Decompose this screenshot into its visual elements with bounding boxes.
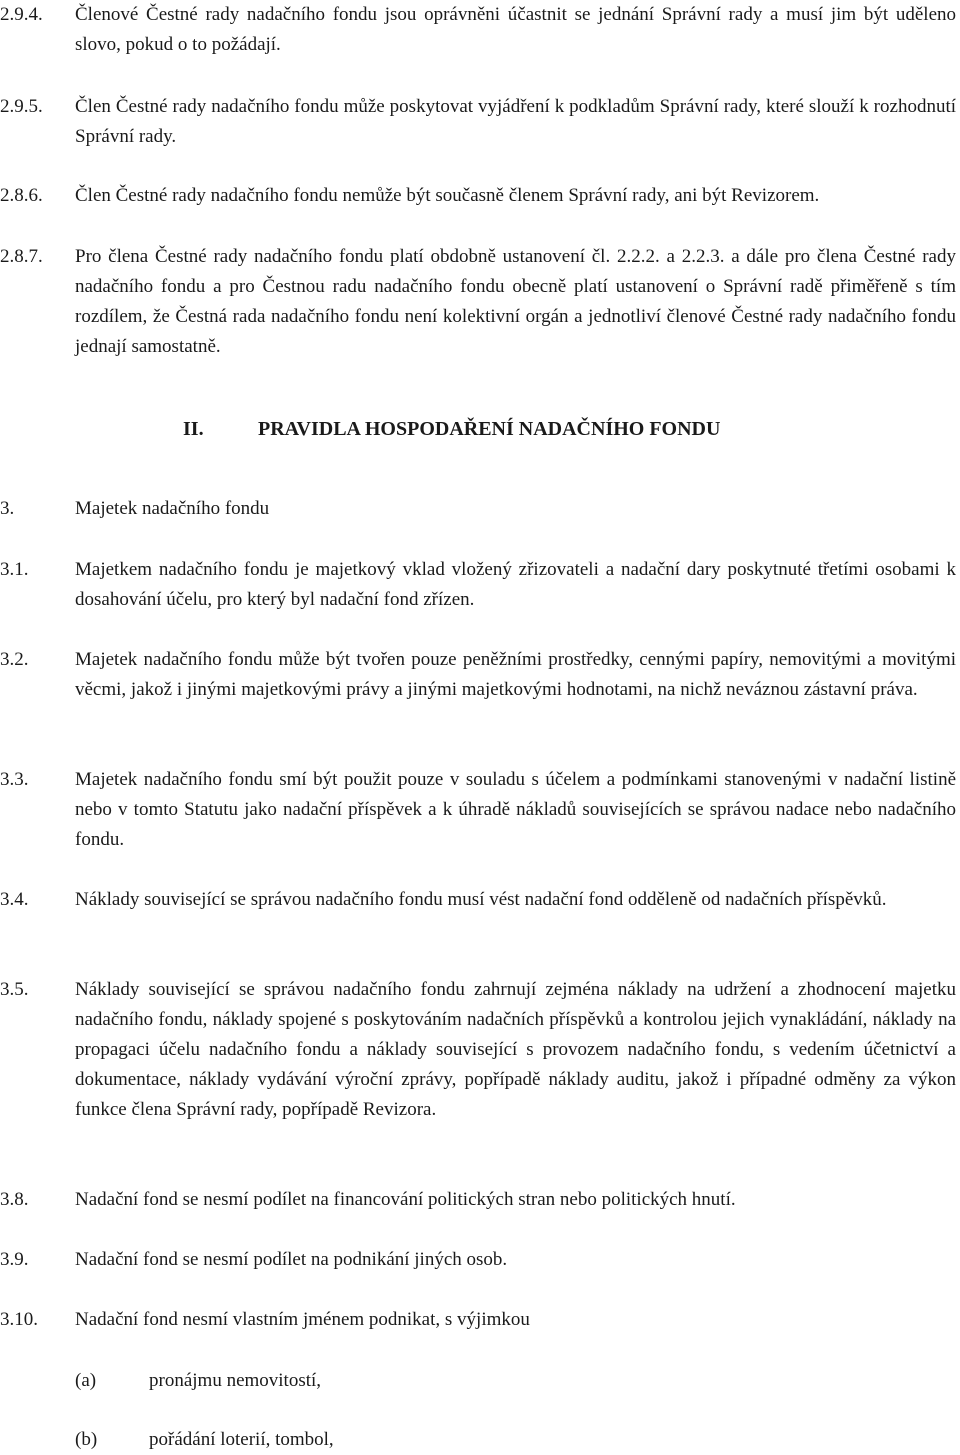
paragraph-3-8 — [0, 1185, 956, 1215]
section-number: 3. — [0, 498, 15, 519]
paragraph-text: Majetek nadačního fondu může být tvořen pouze peněžními prostředky, cennými papíry, nemovitými a movitými věcmi, jakož i jinými majetkovými právy a jinými majetkovými hodnotami, na nichž neváznou zástavní práva. — [75, 649, 956, 700]
paragraph-text: Nadační fond nesmí vlastním jménem podnikat, s výjimkou — [75, 1309, 530, 1330]
list-item-text: pronájmu nemovitostí, — [149, 1370, 322, 1391]
paragraph-2-8-7 — [0, 242, 956, 362]
paragraph-number: 3.8. — [0, 1189, 29, 1210]
paragraph-2-9-5 — [0, 92, 956, 152]
paragraph-number: 2.9.4. — [0, 4, 43, 25]
paragraph-text: Nadační fond se nesmí podílet na podnikání jiných osob. — [75, 1249, 508, 1270]
paragraph-number: 2.8.7. — [0, 246, 43, 267]
paragraph-text: Člen Čestné rady nadačního fondu může poskytovat vyjádření k podkladům Správní rady, které slouží k rozhodnutí Správní rady. — [75, 96, 956, 147]
paragraph-number: 3.4. — [0, 889, 29, 910]
paragraph-number: 3.2. — [0, 649, 29, 670]
paragraph-number: 3.10. — [0, 1309, 38, 1330]
paragraph-2-9-4 — [0, 0, 956, 60]
list-item-marker: (b) — [75, 1429, 98, 1450]
paragraph-text: Majetek nadačního fondu smí být použit pouze v souladu s účelem a podmínkami stanovenými v nadační listině nebo v tomto Statutu jako nadační příspěvek a k úhradě nákladů souvisejících se správou nadace nebo nadačního fondu. — [75, 769, 956, 850]
paragraph-text: Člen Čestné rady nadačního fondu nemůže být současně členem Správní rady, ani být Revizorem. — [75, 185, 820, 206]
paragraph-3-4 — [0, 885, 956, 915]
paragraph-3-1 — [0, 555, 956, 615]
paragraph-text: Pro člena Čestné rady nadačního fondu platí obdobně ustanovení čl. 2.2.2. a 2.2.3. a dále pro člena Čestné rady nadačního fondu a pro Čestnou radu nadačního fondu obecně platí ustanovení o Správní radě přiměřeně s tím rozdílem, že Čestná rada nadačního fondu není kolektivní orgán a jednotliví členové Čestné rady nadačního fondu jednají samostatně. — [75, 246, 956, 357]
paragraph-number: 2.9.5. — [0, 96, 43, 117]
list-item-text: pořádání loterií, tombol, — [149, 1429, 334, 1450]
paragraph-text: Členové Čestné rady nadačního fondu jsou oprávněni účastnit se jednání Správní rady a musí jim být uděleno slovo, pokud o to požádají. — [75, 4, 956, 55]
paragraph-text: Majetkem nadačního fondu je majetkový vklad vložený zřizovateli a nadační dary poskytnuté třetími osobami k dosahování účelu, pro který byl nadační fond zřízen. — [75, 559, 956, 610]
chapter-title: PRAVIDLA HOSPODAŘENÍ NADAČNÍHO FONDU — [258, 418, 721, 440]
list-item-marker: (a) — [75, 1370, 97, 1391]
section-title: Majetek nadačního fondu — [75, 498, 270, 519]
paragraph-3-2 — [0, 645, 956, 705]
paragraph-text: Náklady související se správou nadačního fondu zahrnují zejména náklady na udržení a zhodnocení majetku nadačního fondu, náklady spojené s poskytováním nadačních příspěvků a kontrolou jejich vynakládání, náklady na propagaci účelu nadačního fondu a náklady související s provozem nadačního fondu, s vedením účetnictví a dokumentace, náklady vydávání výroční zprávy, popřípadě náklady auditu, jakož i případné odměny za výkon funkce člena Správní rady, popřípadě Revizora. — [75, 979, 956, 1120]
paragraph-number: 3.3. — [0, 769, 29, 790]
paragraph-3-10 — [0, 1305, 956, 1335]
chapter-number: II. — [183, 418, 204, 440]
paragraph-number: 3.5. — [0, 979, 29, 1000]
paragraph-3-3 — [0, 765, 956, 855]
paragraph-number: 2.8.6. — [0, 185, 43, 206]
paragraph-2-8-6 — [0, 181, 956, 211]
paragraph-number: 3.1. — [0, 559, 29, 580]
paragraph-text: Nadační fond se nesmí podílet na financování politických stran nebo politických hnutí. — [75, 1189, 736, 1210]
paragraph-3-5 — [0, 975, 956, 1125]
paragraph-text: Náklady související se správou nadačního fondu musí vést nadační fond odděleně od nadačních příspěvků. — [75, 889, 887, 910]
section-heading — [0, 494, 956, 524]
paragraph-3-9 — [0, 1245, 956, 1275]
paragraph-number: 3.9. — [0, 1249, 29, 1270]
